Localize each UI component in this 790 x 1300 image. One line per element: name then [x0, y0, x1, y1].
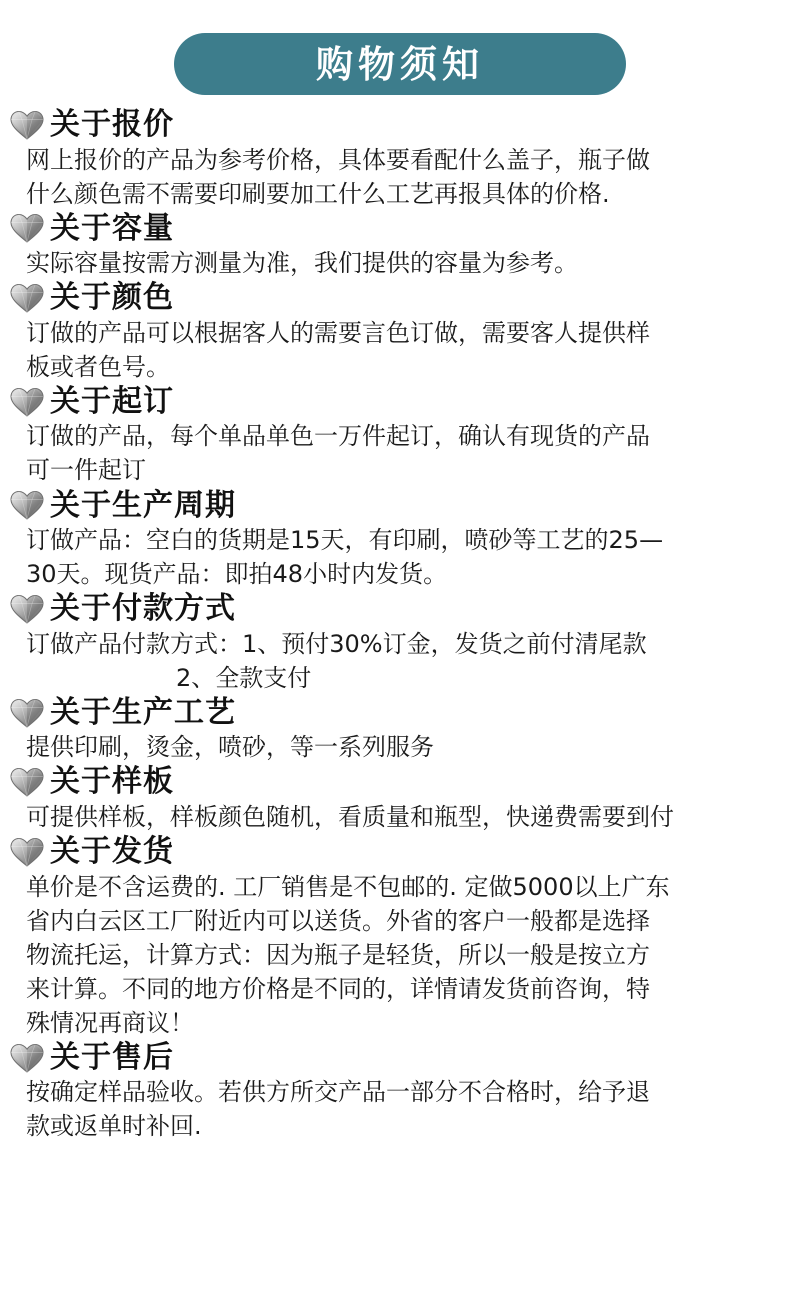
section-heading — [8, 383, 782, 419]
heart-icon — [10, 1043, 44, 1073]
notice-section — [8, 766, 782, 834]
section-body — [8, 870, 782, 1040]
heart-icon-svg — [10, 767, 44, 797]
section-body-line: 可提供样板，样板颜色随机，看质量和瓶型，快递费需要到付 — [26, 802, 674, 831]
section-heading — [8, 694, 782, 730]
section-title: 关于售后 — [50, 1039, 174, 1075]
heart-icon-svg — [10, 490, 44, 520]
notice-section — [8, 282, 782, 384]
heart-icon-svg — [10, 594, 44, 624]
section-body-line: 可一件起订 — [26, 456, 146, 485]
section-title: 关于付款方式 — [50, 591, 236, 627]
heart-icon — [10, 213, 44, 243]
section-heading — [8, 210, 782, 246]
notice-section — [8, 593, 782, 695]
section-body — [8, 627, 782, 695]
section-body-line: 30天。现货产品：即拍48小时内发货。 — [26, 560, 448, 589]
notice-section — [8, 383, 782, 488]
section-body-line: 实际容量按需方测量为准，我们提供的容量为参考。 — [26, 249, 578, 278]
section-body — [8, 800, 782, 834]
heart-icon — [10, 698, 44, 728]
section-body — [8, 419, 782, 487]
section-body — [8, 1075, 782, 1143]
section-body — [8, 246, 782, 280]
section-body-line: 物流托运，计算方式：因为瓶子是轻货，所以一般是按立方 — [26, 940, 650, 969]
section-title: 关于起订 — [50, 383, 174, 419]
section-body-line: 提供印刷，烫金，喷砂，等一系列服务 — [26, 733, 434, 762]
section-body-line: 单价是不含运费的. 工厂销售是不包邮的. 定做5000以上广东 — [26, 872, 670, 901]
header — [0, 0, 790, 95]
section-body-line: 省内白云区工厂附近内可以送货。外省的客户一般都是选择 — [26, 906, 650, 935]
section-body-line: 什么颜色需不需要印刷要加工什么工艺再报具体的价格. — [26, 179, 610, 208]
heart-icon — [10, 767, 44, 797]
section-heading — [8, 282, 782, 314]
section-body-line: 订做的产品，每个单品单色一万件起订，确认有现货的产品 — [26, 422, 650, 451]
section-title: 关于容量 — [50, 210, 174, 246]
heart-icon-svg — [10, 698, 44, 728]
heart-icon — [10, 837, 44, 867]
heart-icon-svg — [10, 283, 44, 313]
section-title: 关于发货 — [50, 834, 174, 870]
heart-icon — [10, 283, 44, 313]
page-title: 购物须知 — [316, 42, 484, 86]
heart-icon-svg — [10, 1043, 44, 1073]
section-heading — [8, 593, 782, 625]
section-title: 关于生产周期 — [50, 487, 236, 523]
notice-section — [8, 694, 782, 765]
section-body-line: 款或返单时补回. — [26, 1112, 202, 1141]
heart-icon — [10, 387, 44, 417]
section-body-line: 订做的产品可以根据客人的需要言色订做，需要客人提供样 — [26, 318, 650, 347]
section-title: 关于颜色 — [50, 280, 174, 316]
heart-icon-svg — [10, 387, 44, 417]
heart-icon-svg — [10, 110, 44, 140]
section-body-line: 殊情况再商议！ — [26, 1008, 194, 1037]
notice-section — [8, 1039, 782, 1144]
section-heading — [8, 766, 782, 798]
sections-container — [0, 95, 790, 1144]
notice-section — [8, 836, 782, 1040]
section-body — [8, 316, 782, 384]
section-body-line: 网上报价的产品为参考价格，具体要看配什么盖子，瓶子做 — [26, 145, 650, 174]
section-body — [8, 730, 782, 764]
heart-icon-svg — [10, 837, 44, 867]
section-body-line: 按确定样品验收。若供方所交产品一部分不合格时，给予退 — [26, 1078, 650, 1107]
section-heading — [8, 109, 782, 141]
notice-section — [8, 487, 782, 592]
section-body — [8, 143, 782, 211]
section-body-line-indented: 2、全款支付 — [176, 663, 312, 692]
section-body-line: 订做产品：空白的货期是15天，有印刷，喷砂等工艺的25— — [26, 526, 664, 555]
heart-icon — [10, 490, 44, 520]
section-body — [8, 523, 782, 591]
notice-section — [8, 109, 782, 211]
section-body-line: 来计算。不同的地方价格是不同的，详情请发货前咨询，特 — [26, 974, 650, 1003]
section-title: 关于生产工艺 — [50, 694, 236, 730]
header-banner — [174, 33, 626, 95]
section-title: 关于样板 — [50, 764, 174, 800]
heart-icon — [10, 594, 44, 624]
section-heading — [8, 1039, 782, 1075]
notice-section — [8, 210, 782, 281]
heart-icon — [10, 110, 44, 140]
section-heading — [8, 836, 782, 868]
section-body-line: 板或者色号。 — [26, 352, 170, 381]
section-heading — [8, 487, 782, 523]
section-body-line: 订做产品付款方式：1、预付30%订金，发货之前付清尾款 — [26, 629, 647, 658]
section-title: 关于报价 — [50, 107, 174, 142]
heart-icon-svg — [10, 213, 44, 243]
